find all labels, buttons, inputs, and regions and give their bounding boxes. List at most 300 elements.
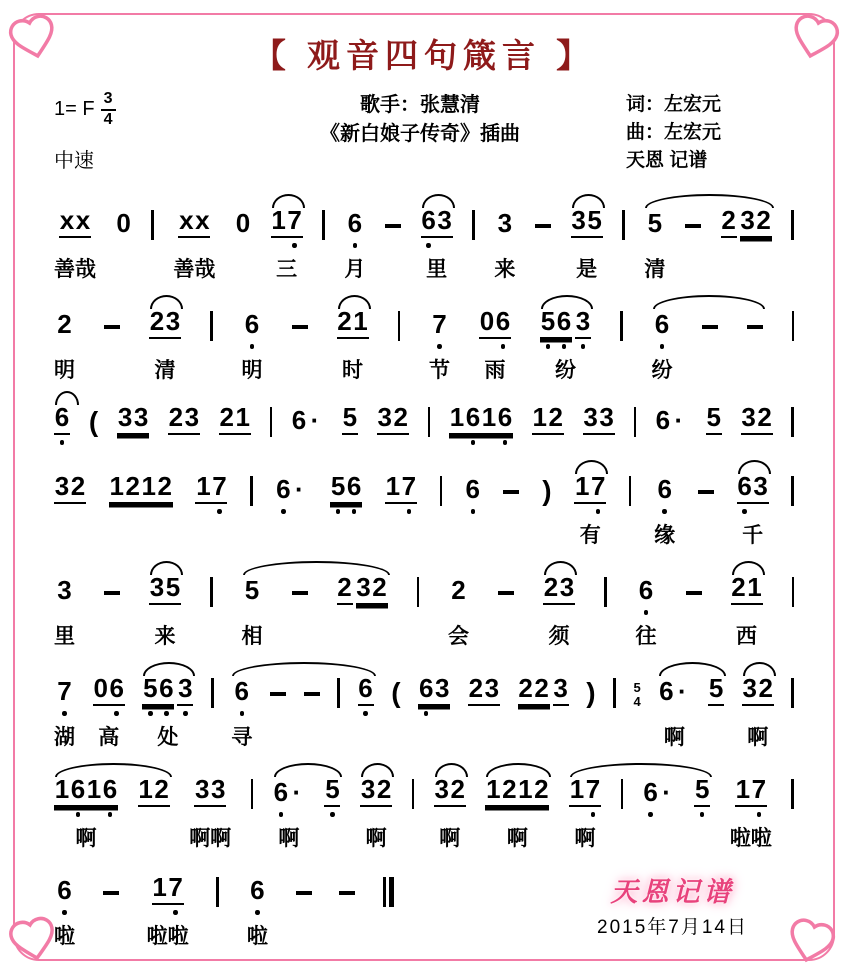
- note-cell: [449, 404, 513, 448]
- barline: [792, 308, 795, 341]
- time-signature: $\frac{3}{4}$: [101, 91, 116, 128]
- note-digits: 3 2: [54, 473, 86, 517]
- dash-rest: [747, 308, 763, 329]
- note-digits: 6: [358, 675, 374, 719]
- note-digits: 0 6: [479, 308, 511, 352]
- dash-rest: [385, 207, 401, 228]
- note-cell: [54, 776, 118, 852]
- slur-arc: [150, 561, 183, 575]
- note-digits: 2 1: [337, 308, 369, 352]
- barline: [604, 574, 607, 607]
- transcriber-credit: 天恩 记谱: [626, 150, 708, 171]
- slur-arc: [572, 194, 605, 208]
- music-line: [54, 858, 394, 950]
- octave-dot: [62, 711, 67, 716]
- octave-dot: [426, 243, 431, 248]
- note-digits: 1 7: [574, 473, 606, 517]
- note-digits: 1 6 1 6: [449, 404, 513, 448]
- octave-dot: [581, 344, 586, 349]
- dash-rest: [498, 574, 514, 595]
- note-digits: 5: [647, 208, 663, 238]
- lyric: 啊: [439, 827, 461, 850]
- note-digits: 3 3: [583, 404, 615, 448]
- parenthesis: ): [542, 475, 552, 506]
- note-digits: 5 6: [330, 473, 362, 517]
- lyric: 寻: [231, 726, 253, 749]
- octave-dot: [250, 344, 255, 349]
- key-label: 1= F: [54, 98, 95, 120]
- barline: [621, 776, 624, 809]
- note-digits: 6: [249, 874, 265, 918]
- note-cell: [149, 574, 181, 650]
- note-cell: [418, 675, 450, 751]
- note-digits: 2 3: [168, 404, 200, 448]
- note-digits: 2 3: [543, 574, 575, 618]
- note-digits: 7: [432, 308, 448, 352]
- lyric: 啦啦: [146, 925, 189, 948]
- lyric: 啊: [747, 726, 769, 749]
- slur-arc: [422, 194, 455, 208]
- note-digits: 3 2: [377, 404, 409, 448]
- note-digits: 6: [244, 308, 260, 352]
- note-cell: [242, 574, 263, 650]
- music-line: [54, 558, 794, 650]
- note-cell: [168, 404, 200, 448]
- note-cell: [324, 776, 340, 852]
- dash-rest: [339, 874, 355, 895]
- octave-dot: [255, 910, 260, 915]
- note-cell: [532, 404, 564, 448]
- barline: [428, 404, 431, 437]
- note-digits: 6: [57, 874, 73, 918]
- lyric: 啊啊: [189, 827, 232, 850]
- octave-dot: [591, 812, 596, 817]
- parenthesis: ): [586, 677, 596, 708]
- note-digits: 2 2 3: [518, 675, 569, 719]
- note-digits: 6: [657, 473, 673, 517]
- lyric: 清: [644, 258, 666, 281]
- note-cell: [344, 207, 365, 283]
- lyric: 善哉: [173, 258, 216, 281]
- slur-arc: [232, 662, 376, 676]
- note-cell: [273, 776, 305, 852]
- slur-arc: [435, 763, 468, 777]
- note-cell: [421, 207, 453, 283]
- note-cell: [708, 675, 724, 751]
- note-digits: 1 6 1 6: [54, 776, 118, 820]
- note-digits: 6 3: [421, 207, 453, 251]
- note-digits: 6 ·: [291, 405, 320, 435]
- barline: [337, 675, 340, 708]
- note-digits: 2 3 2: [337, 574, 388, 618]
- note-cell: [434, 776, 466, 852]
- lyric: 节: [429, 359, 450, 382]
- note-cell: [291, 404, 323, 448]
- note-digits: 3 2: [360, 776, 392, 820]
- octave-dot: [363, 711, 368, 716]
- footer: [597, 870, 748, 939]
- note-digits: 3 2: [742, 675, 774, 719]
- barline: [398, 308, 401, 341]
- octave-dot: [648, 812, 653, 817]
- barline: [440, 473, 443, 506]
- note-cell: [195, 473, 227, 549]
- octave-dot: [742, 509, 747, 514]
- note-digits: 5: [342, 404, 358, 448]
- barline: [417, 574, 420, 607]
- note-digits: 3 5: [571, 207, 603, 251]
- octave-dot: [217, 509, 222, 514]
- slur-arc: [732, 561, 765, 575]
- lyric: 啊: [278, 827, 300, 850]
- note-digits: x x: [59, 207, 91, 251]
- barline: [211, 675, 214, 708]
- note-digits: 1 7: [735, 776, 767, 820]
- note-cell: [731, 574, 763, 650]
- note-digits: 2 3: [468, 675, 500, 719]
- note-cell: [540, 308, 591, 384]
- note-digits: 6: [654, 308, 670, 352]
- note-cell: [574, 473, 606, 549]
- octave-dot: [700, 812, 705, 817]
- octave-dot: [173, 910, 178, 915]
- slur-arc: [150, 295, 183, 309]
- note-digits: 0 6: [93, 675, 125, 719]
- note-cell: [583, 404, 615, 448]
- barline: [412, 776, 415, 809]
- octave-dot: [662, 509, 667, 514]
- note-digits: 3 3: [194, 776, 226, 820]
- slur-arc: [143, 662, 195, 676]
- lyric: 明: [54, 359, 75, 382]
- note-digits: 6 3: [418, 675, 450, 719]
- note-digits: 7: [57, 675, 73, 719]
- octave-dot: [407, 509, 412, 514]
- lyric: 三: [276, 258, 298, 281]
- note-cell: [358, 675, 374, 751]
- note-cell: [485, 776, 549, 852]
- note-cell: [271, 207, 303, 283]
- octave-dot: [757, 812, 762, 817]
- octave-dot: [596, 509, 601, 514]
- lyric: 会: [448, 625, 469, 648]
- slur-arc: [575, 460, 608, 474]
- lyric: 月: [344, 258, 366, 281]
- dash-rest: [535, 207, 551, 228]
- octave-dot: [240, 711, 245, 716]
- barline: [620, 308, 623, 341]
- note-digits: 2: [451, 575, 466, 605]
- barline: [791, 675, 794, 708]
- note-digits: 2: [57, 309, 72, 339]
- note-cell: [54, 207, 96, 283]
- note-cell: [742, 675, 774, 751]
- octave-dot: [644, 610, 649, 615]
- note-digits: 1 2 1 2: [485, 776, 549, 820]
- note-cell: [360, 776, 392, 852]
- note-cell: [571, 207, 603, 283]
- parenthesis: (: [391, 677, 401, 708]
- heart-icon: [781, 911, 842, 972]
- barline: [791, 776, 794, 809]
- lyric: 啊: [574, 827, 596, 850]
- note-cell: [138, 776, 170, 852]
- octave-dot: [336, 509, 341, 514]
- lyric: 啦: [54, 925, 75, 948]
- octave-dot: [503, 440, 508, 445]
- lyric: 明: [241, 359, 263, 382]
- note-cell: [173, 207, 215, 283]
- slur-arc: [653, 295, 765, 309]
- note-digits: 2 3 2: [721, 207, 772, 251]
- lyric: 纷: [651, 359, 673, 382]
- slur-arc: [544, 561, 577, 575]
- slur-arc: [645, 194, 774, 208]
- lyric: 来: [494, 258, 516, 281]
- octave-dot: [353, 243, 358, 248]
- octave-dot: [62, 910, 67, 915]
- barline: [792, 574, 795, 607]
- note-cell: [569, 776, 601, 852]
- note-cell: [247, 874, 268, 950]
- note-cell: [654, 473, 675, 549]
- note-cell: [54, 308, 75, 384]
- note-digits: 1 2 1 2: [109, 473, 173, 517]
- lyric: 里: [54, 625, 75, 648]
- slur-arc: [272, 194, 305, 208]
- lyric: 往: [635, 625, 657, 648]
- note-digits: 3 2: [434, 776, 466, 820]
- octave-dot: [424, 711, 429, 716]
- note-digits: 0: [116, 208, 131, 238]
- note-digits: 0: [235, 208, 251, 238]
- octave-dot: [546, 344, 551, 349]
- lyric: 雨: [484, 359, 506, 382]
- lyric: 啊: [75, 827, 97, 850]
- note-cell: [644, 207, 665, 283]
- key-signature: [54, 91, 214, 128]
- lyric: 千: [742, 524, 764, 547]
- octave-dot: [279, 812, 284, 817]
- heart-icon: [3, 909, 62, 968]
- note-cell: [643, 776, 675, 852]
- note-cell: [479, 308, 511, 384]
- barline: [250, 473, 253, 506]
- octave-dot: [148, 711, 153, 716]
- note-cell: [189, 776, 231, 852]
- lyric: 是: [576, 258, 598, 281]
- note-digits: 1 7: [152, 874, 184, 918]
- note-digits: 3: [497, 208, 513, 238]
- note-cell: [116, 207, 132, 283]
- music-line: [54, 659, 794, 751]
- lyric: 相: [241, 625, 263, 648]
- octave-dot: [660, 344, 665, 349]
- music-notation: [54, 191, 794, 852]
- dash-rest: [686, 574, 702, 595]
- barline: [151, 207, 154, 240]
- note-digits: 6 ·: [273, 776, 305, 820]
- note-digits: x x: [178, 207, 210, 251]
- note-digits: 3: [57, 575, 72, 605]
- octave-dot: [108, 812, 113, 817]
- barline: [613, 675, 616, 708]
- composer-credit: 曲：左宏元: [626, 122, 722, 143]
- lyric: 高: [98, 726, 120, 749]
- music-line: [54, 292, 794, 384]
- note-cell: [658, 675, 690, 751]
- slur-arc: [541, 295, 593, 309]
- octave-dot: [562, 344, 567, 349]
- note-cell: [636, 574, 657, 650]
- singer-credit: 歌手：张慧清: [360, 94, 480, 116]
- note-cell: [494, 207, 515, 283]
- note-cell: [330, 473, 362, 549]
- note-cell: [147, 874, 189, 950]
- note-digits: 5: [708, 675, 724, 719]
- lyric: 纷: [555, 359, 576, 382]
- note-cell: [219, 404, 251, 448]
- lyric: 啦: [246, 925, 268, 948]
- barline: [791, 473, 794, 506]
- lyric: 啊: [506, 827, 528, 850]
- note-cell: [465, 473, 481, 549]
- barline: [270, 404, 273, 437]
- dash-rest: [103, 874, 119, 895]
- barline: [634, 404, 637, 437]
- dash-rest: [702, 308, 718, 329]
- note-digits: 6: [465, 473, 481, 517]
- note-digits: 1 7: [195, 473, 227, 517]
- dash-rest: [296, 874, 312, 895]
- octave-dot: [281, 509, 286, 514]
- note-digits: 6: [638, 574, 654, 618]
- octave-dot: [352, 509, 357, 514]
- octave-dot: [292, 243, 297, 248]
- note-digits: 6 ·: [659, 676, 687, 706]
- lyricist-credit: 词：左宏元: [626, 94, 722, 115]
- music-line: [54, 191, 794, 283]
- dash-rest: [292, 308, 308, 329]
- note-digits: 3 5: [149, 574, 181, 618]
- note-digits: 5: [706, 404, 722, 448]
- dash-rest: [685, 207, 701, 228]
- barline: [210, 308, 213, 341]
- transcriber-signature: 天恩记谱: [610, 876, 735, 908]
- note-cell: [231, 675, 252, 751]
- lyric: 来: [154, 625, 176, 648]
- barline: [622, 207, 625, 240]
- lyric: 须: [548, 625, 570, 648]
- note-cell: [235, 207, 251, 283]
- note-digits: 1 2: [532, 404, 564, 448]
- note-cell: [242, 308, 263, 384]
- barline: [791, 404, 794, 437]
- lyric: 啊: [663, 726, 685, 749]
- lyric: 处: [157, 726, 179, 749]
- octave-dot: [60, 440, 65, 445]
- lyric: 缘: [654, 524, 676, 547]
- lyric: 时: [342, 359, 363, 382]
- note-cell: [429, 308, 450, 384]
- tempo-marking: 中速: [54, 150, 94, 172]
- octave-dot: [471, 440, 476, 445]
- note-cell: [721, 207, 772, 283]
- note-digits: 2 3: [149, 308, 181, 352]
- dash-rest: [698, 473, 714, 494]
- note-cell: [342, 404, 358, 448]
- lyric: 啦啦: [729, 827, 772, 850]
- slur-arc: [486, 763, 551, 777]
- slur-arc: [338, 295, 371, 309]
- note-digits: 2 1: [219, 404, 251, 448]
- note-digits: 5 6 3: [142, 675, 193, 719]
- note-cell: [117, 404, 149, 448]
- note-cell: [109, 473, 173, 549]
- note-cell: [142, 675, 193, 751]
- parenthesis: (: [88, 406, 99, 437]
- music-line: [54, 760, 794, 852]
- meter-change: 5 4: [633, 680, 641, 709]
- dash-rest: [292, 574, 308, 595]
- note-cell: [385, 473, 417, 549]
- dash-rest: [270, 675, 286, 696]
- octave-dot: [114, 711, 119, 716]
- note-digits: 6 ·: [643, 776, 675, 820]
- slur-arc: [743, 662, 776, 676]
- slur-arc: [659, 662, 726, 676]
- note-cell: [54, 574, 75, 650]
- note-cell: [737, 473, 769, 549]
- octave-dot: [437, 344, 442, 349]
- note-digits: 1 2: [138, 776, 170, 820]
- lyric: 湖: [54, 726, 75, 749]
- note-cell: [706, 404, 722, 448]
- dash-rest: [503, 473, 519, 494]
- note-cell: [93, 675, 125, 751]
- note-cell: [652, 308, 673, 384]
- note-digits: 2 1: [731, 574, 763, 618]
- slur-arc: [55, 763, 172, 777]
- slur-arc: [570, 763, 712, 777]
- note-digits: 5: [324, 776, 340, 820]
- music-line: [54, 457, 794, 549]
- note-digits: 1 7: [385, 473, 417, 517]
- octave-dot: [471, 509, 476, 514]
- barline: [251, 776, 254, 809]
- note-cell: [337, 308, 369, 384]
- final-music-line-slot: [54, 858, 394, 950]
- note-cell: [54, 675, 75, 751]
- final-barline: [383, 874, 394, 907]
- dash-rest: [304, 675, 320, 696]
- octave-dot: [501, 344, 506, 349]
- barline: [210, 574, 213, 607]
- slur-arc: [361, 763, 394, 777]
- barline: [322, 207, 325, 240]
- lyric: 善哉: [54, 258, 96, 281]
- music-line: [54, 388, 794, 448]
- note-cell: [741, 404, 773, 448]
- slur-arc: [738, 460, 771, 474]
- note-cell: [149, 308, 181, 384]
- barline: [629, 473, 632, 506]
- note-digits: 5: [244, 575, 260, 605]
- dash-rest: [104, 574, 120, 595]
- note-digits: 5 6 3: [540, 308, 591, 352]
- note-cell: [543, 574, 575, 650]
- lyric: 有: [579, 524, 601, 547]
